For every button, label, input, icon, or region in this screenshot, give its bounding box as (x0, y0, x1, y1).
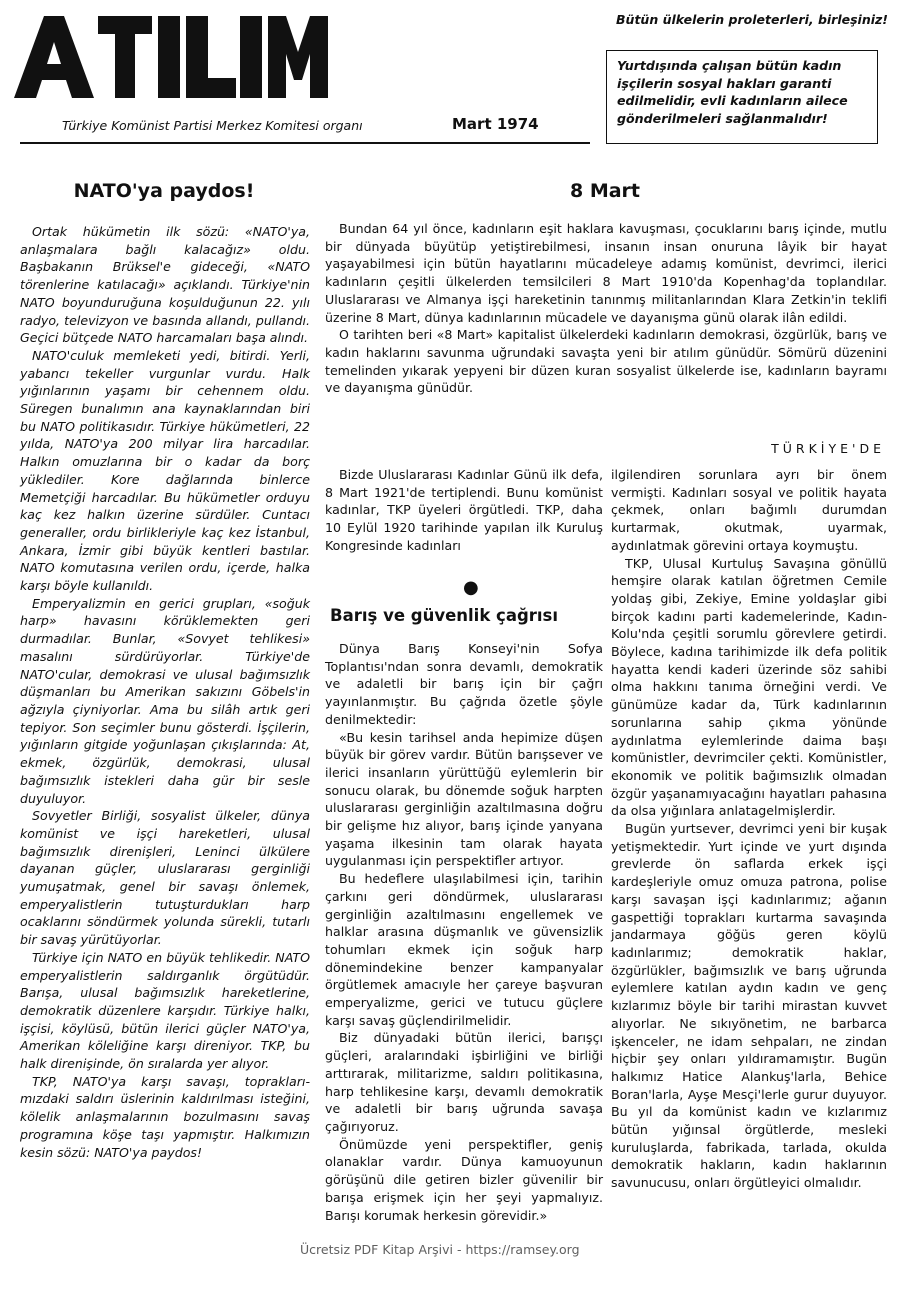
turkiye-paragraph: TKP, Ulusal Kurtuluş Savaşına gönüllü hemşire olarak katılan öğretmen Cemile yoldaş gibi, Zekiye, Emine yoldaşlar gibi birçok kadını parti kademelerinde, Kadın-Kolu'nda çeşitli sorumlu görevlere getirdi. Böylece, kadına tarihimizde ilk defa politik hayatta kendi kaderi üzerinde söz sahibi olma hakkını tanıma örneğini verdi. Ve günümüze kadar da, Türk kadınlarının sorunlarına sahip çıkma yönünde aydınlatma eylemlerinde daima başı komünistler, devrimciler çekti. Komünistler, ekonomik ve politik bağımsızlık olmadan özgür yaşanamıyacağını hayatları pahasına da olsa yığınlara anlatagelmişlerdir. (611, 555, 887, 819)
issue-date: Mart 1974 (452, 115, 539, 133)
turkiye-column-left (325, 466, 603, 555)
tagline: Bütün ülkelerin proleterleri, birleşiniz! (616, 12, 888, 27)
turkiye-paragraph: ilgilendiren sorunlara ayrı bir önem vermişti. Kadınları sosyal ve politik hayata çekmek, onları bağımlı durumdan kurtarmak, okutmak, uyarmak, aydınlatmak görevini ortaya koymuştu. (611, 467, 887, 553)
peace-paragraph: «Bu kesin tarihsel anda hepimize düşen büyük bir görev vardır. Bütün barışsever ve ilerici insanların yürüttüğü eylemlerin bir sonucu olarak, bu dönemde soğuk harpten uluslararası gerginliğin azaltılmasına doğru bir gelişme hız alıyor, barış içinde yanyana yaşama ilkesinin tam olarak hayata uygulanması için perspektifler artıyor. (325, 729, 603, 869)
turkiye-column-right (611, 466, 887, 1192)
nato-article-body (20, 223, 310, 1161)
nato-paragraph: Sovyetler Birliği, sosyalist ülkeler, dünya komünist ve işçi hareketleri, ulusal bağımsızlık direnişleri, Leninci ülkülere dayanan güçler, uluslararası gerginliği yumuşatmak, genel bir savaşı önlemek, emperyalistlerin tutuşturdukları harp ocaklarını söndürmek yolunda sürekli, tutarlı bir savaş yürütüyorlar. (20, 808, 310, 948)
turkiye-paragraph: Bugün yurtsever, devrimci yeni bir kuşak yetişmektedir. Yurt içinde ve yurt dışında grevlerde ön saflarda erkek işçi kardeşleriyle omuz omuza patrona, polise karşı savaşan işçi kadınlarımız; ağanın gaspettiği toprakları kurtarma savaşında jandarmaya göğüs geren köylü kadınlarımız; demokratik haklar, özgürlükler, bağımsızlık ve barış uğrunda eylemlere katılan aydın kadın ve genç kızlarımız böyle bir tarihi mirastan kuvvet alıyorlar. Ne sıkıyönetim, ne barbarca işkenceler, ne idam sehpaları, ne zindan hiçbir şey onları yıldıramamıştır. Bugün halkımız Hatice Alankuş'larla, Behice Boran'larla, Ayşe Mesçi'lerle gurur duyuyor. Bu yıl da komünist kadın ve kızlarımız bütün yığınsal örgütlerde, mesleki kuruluşlarda, fabrikada, tarlada, okulda demokratik hakların, kadın haklarının savunucusu, onları örgütleyici olmalıdır. (611, 821, 887, 1191)
nato-paragraph: Türkiye için NATO en büyük tehlikedir. NATO emperyalistlerin saldırganlık örgütüdür. Barışa, ulusal bağımsızlık hareketlerine, demokratik düzenlere karşıdır. Türkiye halkı, işçisi, köylüsü, bütün ilerici güçler NATO'ya, Amerikan köleliğine karşı direniyor. TKP, bu halk direnişinde, ön sıralarda yer alıyor. (20, 949, 310, 1072)
mart-intro-paragraph: Bundan 64 yıl önce, kadınların eşit haklara kavuşması, çocuklarını barış içinde, mutlu bir dünyada büyütüp yetiştirebilmesi, insanın insan onuruna lâyik bir hayat yaşayabilmesi için bütün hayatlarını mücadeleye adamış komünist, devrimci, ilerici kadınların çeşitli ülkelerden temsilcileri 8 Mart 1910'da Kopenhag'da toplandılar. Uluslararası ve Almanya işçi hareketinin tanınmış militanlarından Klara Zetkin'in teklifi üzerine 8 Mart, dünya kadınlarının mücadele ve dayanışma günü olarak ilân edildi. (325, 221, 887, 325)
mart-intro-paragraph: O tarihten beri «8 Mart» kapitalist ülkelerdeki kadınların demokrasi, özgürlük, barış ve kadın haklarını savunma uğrundaki savaşta yeni bir atılım günüdür. Sömürü düzenini temelinden yıkarak yepyeni bir düzen kuran sosyalist ülkelerde ise, kadınların bayramı ve dayanışma günüdür. (325, 327, 887, 396)
nato-paragraph: NATO'culuk memleketi yedi, bitirdi. Yerli, yabancı tekeller vurgunlar vurdu. Halk yığınlarının yaşamı bir cehennem oldu. Süregen bunalımın ana kaynaklarından biri bu NATO politikasıdır. Türkiye hükümetleri, 22 yılda, NATO'ya 200 milyar lira harcadılar. Halkın omuzlarına bir o kadar da borç yüklediler. Kore dağlarında binlerce Memetçiği harcadılar. Bu hükümetler orduyu kaç kez halkın üzerine sürdüler. Cuntacı generaller, ordu birlikleriyle kaç kez İstanbul, Ankara, İzmir gibi büyük kentleri bastılar. NATO komutasına verilen ordu, içerde, halka karşı böyle kullanıldı. (20, 347, 310, 594)
peace-paragraph: Dünya Barış Konseyi'nin Sofya Toplantısı'ndan sonra devamlı, demokratik ve adaletli bir barış için bir çağrı yayınlanmıştır. Bu çağrıda özetle şöyle denilmektedir: (325, 641, 603, 727)
peace-paragraph: Biz dünyadaki bütün ilerici, barışçı güçleri, aralarındaki işbirliğini ve birliği arttırarak, militarizme, saldırı politikasına, harp tehlikesine karşı, devamlı demokratik ve adaletli bir barış uğrunda savaşa çağırıyoruz. (325, 1030, 603, 1134)
watermark: Ücretsiz PDF Kitap Arşivi - https://ramsey.org (300, 1242, 580, 1257)
nato-paragraph: TKP, NATO'ya karşı savaşı, toprakları-mızdaki saldırı üslerinin kaldırılması isteğini, kölelik anlaşmalarının bozulmasını savaş programına köşe taşı yapmıştır. Halkımızın kesin sözü: NATO'ya paydos! (20, 1073, 310, 1160)
nato-paragraph: Ortak hükümetin ilk sözü: «NATO'ya, anlaşmalara bağlı kalacağız» oldu. Başbakanın Brüksel'e gideceği, «NATO törenlerine katılacağı» açıklandı. Türkiye'nin NATO boyunduruğuna koşulduğunun 22. yılı radyo, televizyon ve basında allandı, pullandı. Geçici bütçede NATO harcamaları başa alındı. (20, 224, 310, 346)
peace-paragraph: Önümüzde yeni perspektifler, geniş olanaklar vardır. Dünya kamuoyunun görüşünü dile getiren bizler güvenilir bir barışa erişmek için her şeyi yapmalıyız. Barışı korumak herkesin görevidir.» (325, 1136, 603, 1223)
mart-article-intro (325, 220, 887, 397)
peace-article-title: Barış ve güvenlik çağrısı (330, 606, 559, 625)
turkiye-section-heading: TÜRKİYE'DE (771, 441, 885, 456)
peace-article-body (325, 640, 603, 1224)
turkiye-paragraph: Bizde Uluslararası Kadınlar Günü ilk defa, 8 Mart 1921'de tertiplendi. Bunu komünist kadınlar, TKP üyeleri örgütledi. TKP, daha 10 Eylül 1920 tarihinde yapılan ilk Kuruluş Kongresinde kadınları (325, 467, 603, 553)
nato-article-title: NATO'ya paydos! (73, 180, 255, 202)
callout-text: Yurtdışında çalışan bütün kadın işçilerin sosyal hakları garanti edilmelidir, evli kadınların ailece gönderilmeleri sağlanmalıdır! (617, 58, 848, 126)
callout-box (606, 50, 878, 144)
nato-paragraph: Emperyalizmin en gerici grupları, «soğuk harp» havasını körüklemekten geri durmadılar. Bunlar, «Sovyet tehlikesi» masalını sürdürüyorlar. Türkiye'de NATO'cular, demokrasi ve ulusal bağımsızlık düşmanları bu Amerikan sakızını Göbels'in ağzıyla çiyniyorlar. Ama bu silâh artık geri tepiyor. Son seçimler bunu gösterdi. İşçilerin, yığınların gitgide yoğunlaşan çıkışlarında: At, ekmek, özgürlük, demokrasi, ulusal bağımsızlık istekleri daha gür bir sesle duyuluyor. (20, 595, 310, 806)
masthead-logo-text: ATILIM (14, 12, 18, 13)
masthead-logo (14, 12, 328, 100)
header-rule (20, 142, 590, 144)
masthead-subtitle: Türkiye Komünist Partisi Merkez Komitesi organı (62, 118, 363, 133)
peace-paragraph: Bu hedeflere ulaşılabilmesi için, tarihin çarkını geri döndürmek, uluslararası gerginliğin azaltılmasını engellemek ve halklar arasına düşmanlık ve güvensizlik tohumları ekmek için soğuk harp dönemindekine benzer kampanyalar örgütlemek amacıyle her çareye başvuran emperyalizme, gerici ve tutucu güçlere karşı savaş güçlendirilmelidir. (325, 871, 603, 1028)
mart-article-title: 8 Mart (569, 180, 641, 202)
section-bullet: ● (463, 577, 479, 598)
